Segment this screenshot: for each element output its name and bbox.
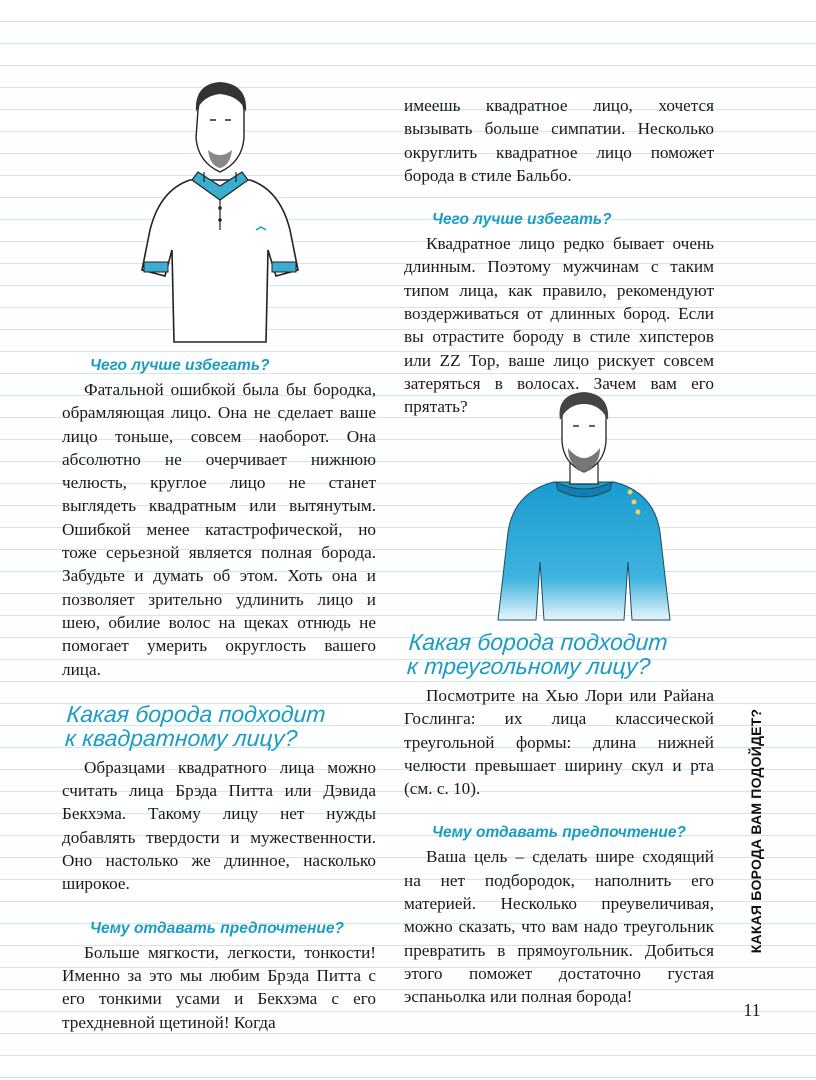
heading-line-2: к квадратному лицу? [64,724,299,751]
sleeve-cuff-right [272,262,296,272]
sweater-body [498,482,670,620]
subheading-prefer: Чему отдавать предпочтение? [432,824,686,842]
heading-line-1: Какая борода подходит [407,629,669,655]
right-column-bottom [404,630,714,1009]
man-polo-illustration [130,80,310,350]
page-number: 11 [743,1000,761,1020]
paragraph: Фатальной ошибкой была бы бородка, обрамляющая лицо. Она не сделает ваше лицо тоньше, совсем наоборот. Она абсолютно не очерчивает нижнюю челюсть, круглое лицо не станет выглядеть квадратным или вытянутым. Ошибкой менее катастрофической, но тоже серьезной является полная борода. Забудьте и думать об этом. Хоть она и позволяет зрительно удлинить лицо и шею, обилие волос на щеках отнюдь не помогает умерить округлость вашего лица. [62,380,376,679]
side-title-text: КАКАЯ БОРОДА ВАМ ПОДОЙДЕТ? [748,708,764,954]
paragraph: Больше мягкости, легкости, тонкости! Именно за это мы любим Брэда Питта с его тонкими усами и Бекхэма с его трехдневной щетиной! Когда [62,942,376,1032]
paragraph: имеешь квадратное лицо, хочется вызывать больше симпатии. Несколько округлить квадратное лицо поможет борода в стиле Бальбо. [404,96,714,185]
subheading-avoid: Чего лучше избегать? [432,211,612,229]
subheading-avoid: Чего лучше избегать? [90,357,270,374]
right-column-top [404,94,714,419]
heading-line-1: Какая борода подходит [65,700,327,727]
side-chapter-title [734,708,778,954]
paragraph: Квадратное лицо редко бывает очень длинным. Поэтому мужчинам с таким типом лица, как правило, рекомендуют воздерживаться от длинных бород. Если вы отрастите бороду в стиле хипстеров или ZZ Top, ваше лицо рискует совсем затеряться в волосах. Зачем вам его прятать? [404,234,714,417]
left-column [62,354,376,1034]
paragraph: Ваша цель – сделать шире сходящий на нет подбородок, наполнить его материей. Несколько преувеличивая, можно сказать, что вам надо треугольник превратить в прямоугольник. Добиться этого поможет достаточно густая эспаньолка или полная борода! [404,847,714,1007]
heading-triangle-face [406,630,715,678]
subheading-prefer: Чему отдавать предпочтение? [90,919,344,937]
man-sweater-illustration [484,392,684,624]
heading-line-2: к треугольному лицу? [406,653,652,679]
paragraph: Посмотрите на Хью Лори или Райана Гослинга: их лица классической треугольной формы: длина нижней челюсти превышает ширину скул и рта (см. с. 10). [404,686,714,799]
sleeve-cuff-left [144,262,168,272]
paragraph: Образцами квадратного лица можно считать лица Брэда Питта или Дэвида Бекхэма. Такому лицу нет нужды добавлять твердости и мужественности. Оно настолько же длинное, насколько широкое. [62,757,376,894]
heading-square-face [64,702,377,750]
